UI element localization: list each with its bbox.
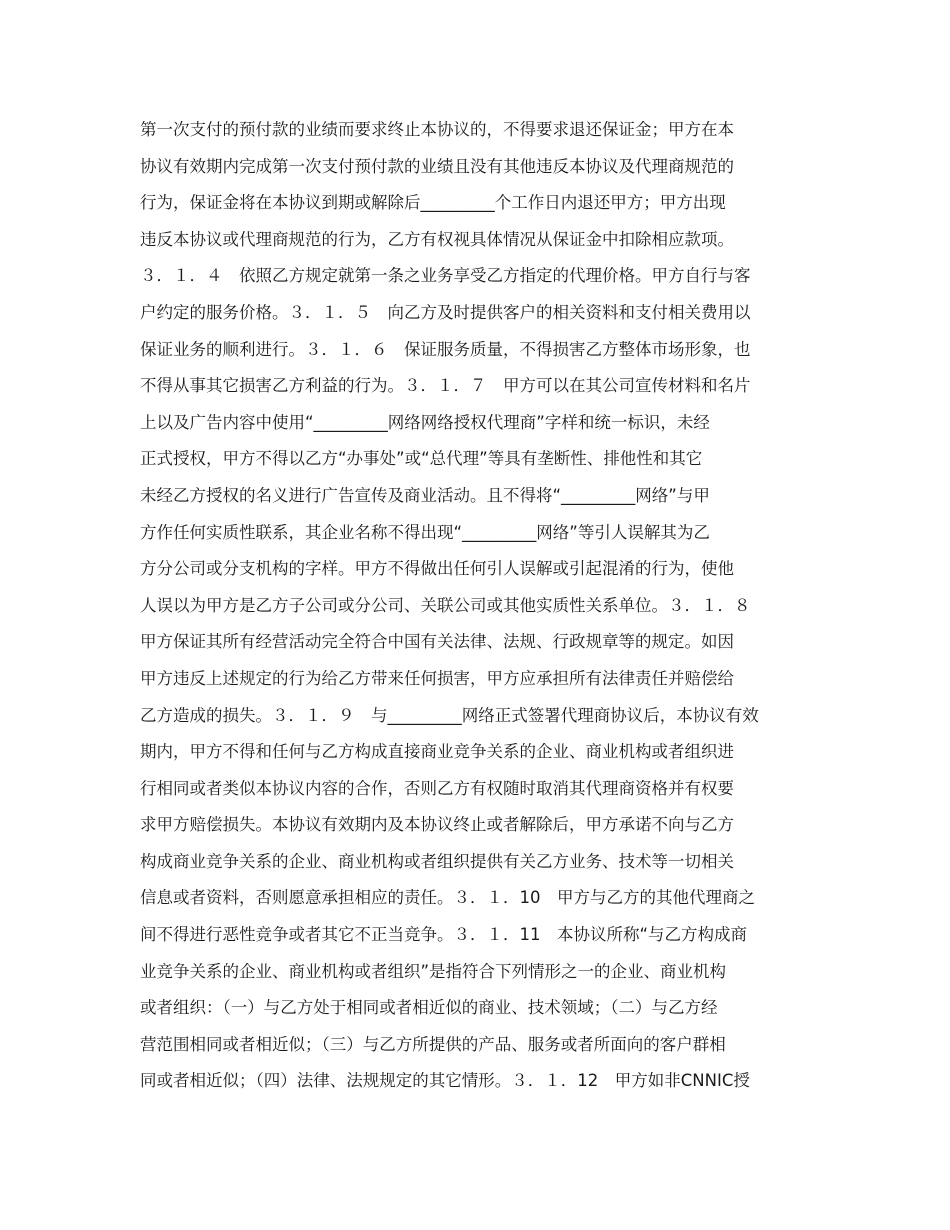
- text-line-13: 方分公司或分支机构的字样。甲方不得做出任何引人误解或引起混淆的行为，使他: [140, 559, 734, 579]
- agreement-body-text: [140, 112, 820, 1100]
- text-line-12: 方作任何实质性联系，其企业名称不得出现“_________网络”等引人误解其为乙: [140, 522, 710, 542]
- text-line-10: 正式授权，甲方不得以乙方“办事处”或“总代理”等具有垄断性、排他性和其它: [140, 449, 703, 469]
- text-line-8: 不得从事其它损害乙方利益的行为。３．１．７ 甲方可以在其公司宣传材料和名片: [140, 376, 751, 396]
- text-line-25: 或者组织：（一）与乙方处于相同或者相近似的商业、技术领域；（二）与乙方经: [140, 998, 718, 1018]
- text-line-3: 行为，保证金将在本协议到期或解除后_________个工作日内退还甲方；甲方出现: [140, 193, 726, 213]
- text-line-24: 业竞争关系的企业、商业机构或者组织”是指符合下列情形之一的企业、商业机构: [140, 961, 727, 981]
- text-line-27: 同或者相近似；（四）法律、法规规定的其它情形。３．１．12 甲方如非CNNIC授: [140, 1071, 750, 1091]
- text-line-17: 乙方造成的损失。３．１．９ 与_________网络正式签署代理商协议后，本协议有效: [140, 705, 759, 725]
- text-line-9: 上以及广告内容中使用“_________网络网络授权代理商”字样和统一标识，未经: [140, 412, 710, 432]
- text-line-14: 人误以为甲方是乙方子公司或分公司、关联公司或其他实质性关系单位。３．１．８: [140, 595, 751, 615]
- text-line-19: 行相同或者类似本协议内容的合作，否则乙方有权随时取消其代理商资格并有权要: [140, 778, 734, 798]
- text-line-16: 甲方违反上述规定的行为给乙方带来任何损害，甲方应承担所有法律责任并赔偿给: [140, 668, 734, 688]
- text-line-21: 构成商业竞争关系的企业、商业机构或者组织提供有关乙方业务、技术等一切相关: [140, 851, 734, 871]
- text-line-20: 求甲方赔偿损失。本协议有效期内及本协议终止或者解除后，甲方承诺不向与乙方: [140, 815, 734, 835]
- text-line-6: 户约定的服务价格。３．１．５ 向乙方及时提供客户的相关资料和支付相关费用以: [140, 302, 751, 322]
- text-line-4: 违反本协议或代理商规范的行为，乙方有权视具体情况从保证金中扣除相应款项。: [140, 229, 734, 249]
- text-line-23: 间不得进行恶性竞争或者其它不正当竞争。３．１．11 本协议所称“与乙方构成商: [140, 925, 748, 945]
- text-line-1: 第一次支付的预付款的业绩而要求终止本协议的，不得要求退还保证金；甲方在本: [140, 120, 734, 139]
- text-line-22: 信息或者资料，否则愿意承担相应的责任。３．１．10 甲方与乙方的其他代理商之: [140, 888, 755, 908]
- text-line-11: 未经乙方授权的名义进行广告宣传及商业活动。且不得将“_________网络”与甲: [140, 485, 710, 505]
- text-line-18: 期内，甲方不得和任何与乙方构成直接商业竞争关系的企业、商业机构或者组织进: [140, 742, 734, 762]
- text-line-15: 甲方保证其所有经营活动完全符合中国有关法律、法规、行政规章等的规定。如因: [140, 632, 734, 652]
- text-line-5: ３．１．４ 依照乙方规定就第一条之业务享受乙方指定的代理价格。甲方自行与客: [140, 266, 751, 286]
- text-line-26: 营范围相同或者相近似；（三）与乙方所提供的产品、服务或者所面向的客户群相: [140, 1034, 726, 1054]
- text-line-2: 协议有效期内完成第一次支付预付款的业绩且没有其他违反本协议及代理商规范的: [140, 156, 734, 176]
- text-line-7: 保证业务的顺利进行。３．１．６ 保证服务质量，不得损害乙方整体市场形象，也: [140, 339, 751, 359]
